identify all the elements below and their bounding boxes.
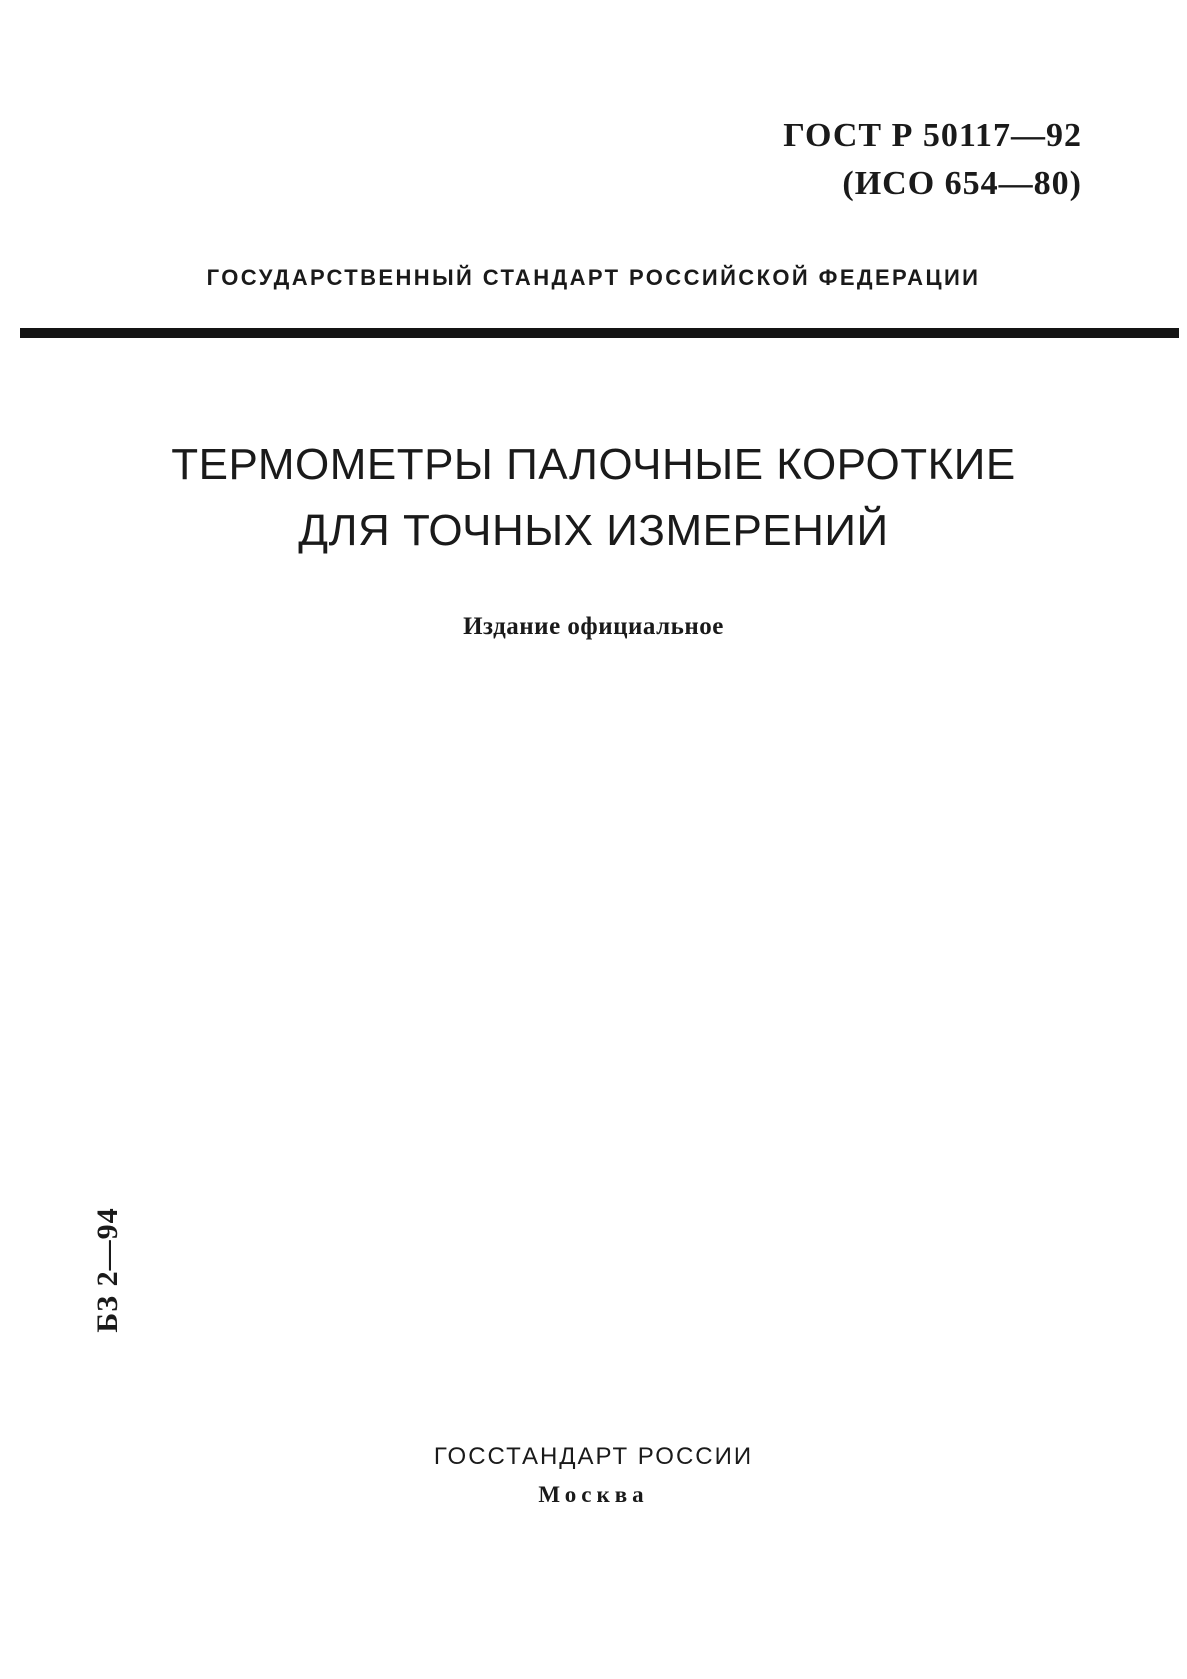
state-standard-heading: ГОСУДАРСТВЕННЫЙ СТАНДАРТ РОССИЙСКОЙ ФЕДЕРАЦИИ — [206, 265, 981, 290]
gost-number: ГОСТ Р 50117—92 — [783, 117, 1082, 154]
heading-divider — [20, 328, 1179, 338]
publisher-name: ГОССТАНДАРТ РОССИИ — [433, 1443, 754, 1470]
iso-reference: (ИСО 654—80) — [842, 165, 1082, 202]
title-line-1: ТЕРМОМЕТРЫ ПАЛОЧНЫЕ КОРОТКИЕ — [171, 440, 1016, 489]
edition-label: Издание официальное — [463, 613, 724, 640]
document-title — [0, 432, 1187, 564]
side-registration-code: БЗ 2—94 — [91, 1207, 124, 1333]
publisher-city: Москва — [538, 1482, 649, 1507]
document-designation — [783, 112, 1082, 208]
title-line-2: ДЛЯ ТОЧНЫХ ИЗМЕРЕНИЙ — [298, 506, 889, 555]
